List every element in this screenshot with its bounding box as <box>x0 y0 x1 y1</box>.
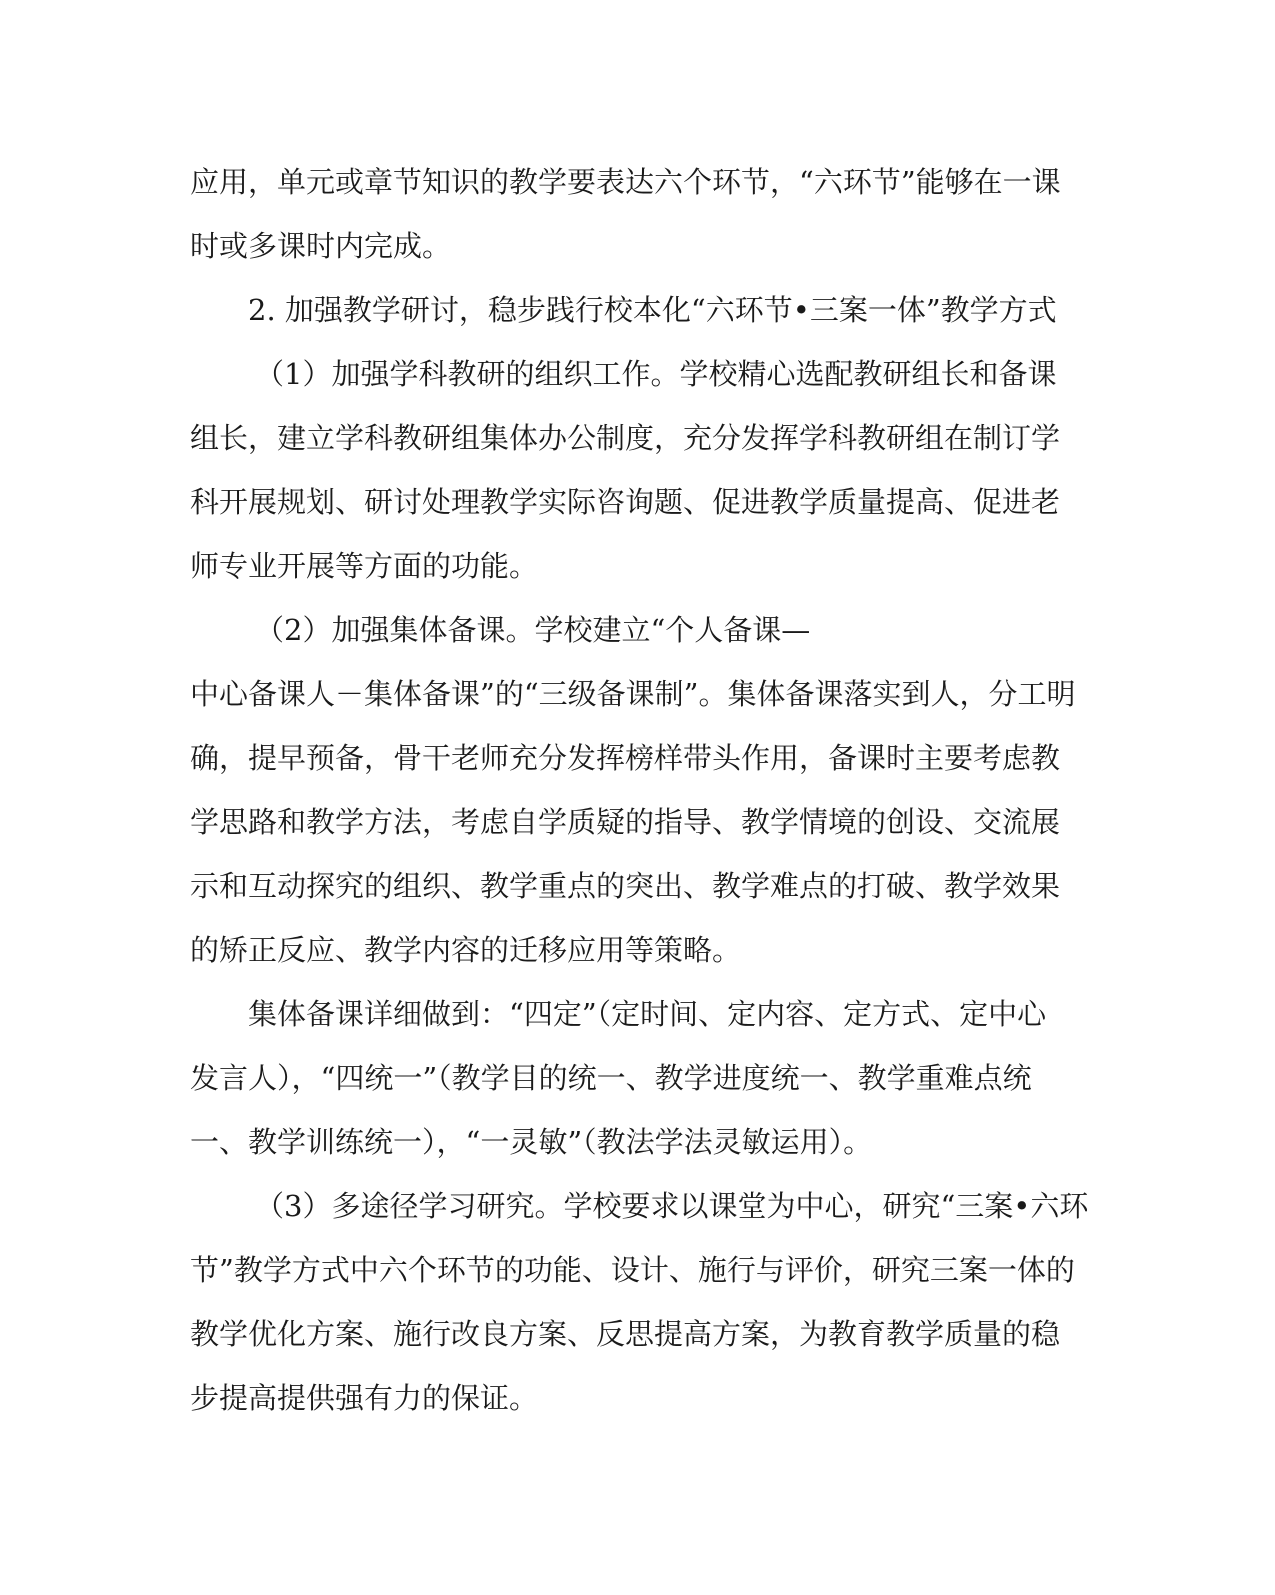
body-text-line: 师专业开展等方面的功能。 <box>190 549 539 583</box>
subsection-paragraph-start: （1）加强学科教研的组织工作。学校精心选配教研组长和备课 <box>255 357 1057 391</box>
body-text-line: 节”教学方式中六个环节的功能、设计、施行与评价，研究三案一体的 <box>190 1253 1075 1287</box>
section-heading: 2. 加强教学研讨，稳步践行校本化“六环节•三案一体”教学方式 <box>248 293 1057 327</box>
subsection-paragraph-start: （3）多途径学习研究。学校要求以课堂为中心，研究“三案•六环 <box>255 1189 1089 1223</box>
body-text-line: 确，提早预备，骨干老师充分发挥榜样带头作用，备课时主要考虑教 <box>190 741 1061 775</box>
body-text-line: 科开展规划、研讨处理教学实际咨询题、促进教学质量提高、促进老 <box>190 485 1061 519</box>
body-text-line: 中心备课人－集体备课”的“三级备课制”。集体备课落实到人，分工明 <box>190 677 1076 711</box>
body-text-line: 组长，建立学科教研组集体办公制度，充分发挥学科教研组在制订学 <box>190 421 1061 455</box>
body-text-line: 教学优化方案、施行改良方案、反思提高方案，为教育教学质量的稳 <box>190 1317 1061 1351</box>
body-text-line: 步提高提供强有力的保证。 <box>190 1381 539 1415</box>
body-text-line: 发言人），“四统一”（教学目的统一、教学进度统一、教学重难点统 <box>190 1061 1032 1095</box>
subsection-paragraph-start: （2）加强集体备课。学校建立“个人备课— <box>255 613 811 647</box>
body-text-line: 学思路和教学方法，考虑自学质疑的指导、教学情境的创设、交流展 <box>190 805 1061 839</box>
paragraph-start: 集体备课详细做到：“四定”（定时间、定内容、定方式、定中心 <box>248 997 1047 1031</box>
body-text-line: 应用，单元或章节知识的教学要表达六个环节，“六环节”能够在一课 <box>190 165 1061 199</box>
body-text-line: 一、教学训练统一），“一灵敏”（教法学法灵敏运用）。 <box>190 1125 873 1159</box>
body-text-line: 的矫正反应、教学内容的迁移应用等策略。 <box>190 933 742 967</box>
body-text-line: 示和互动探究的组织、教学重点的突出、教学难点的打破、教学效果 <box>190 869 1061 903</box>
body-text-line: 时或多课时内完成。 <box>190 229 452 263</box>
